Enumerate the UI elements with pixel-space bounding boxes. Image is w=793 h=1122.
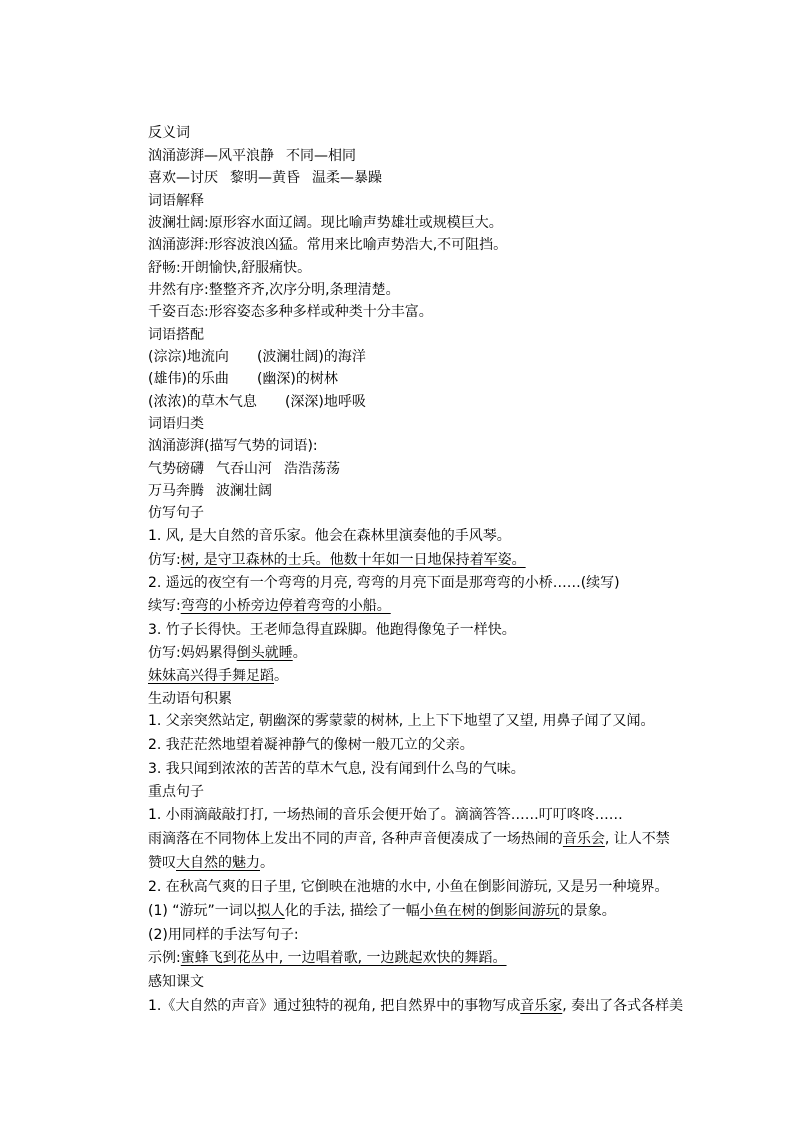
- explanation-item: 井然有序:整整齐齐,次序分明,条理清楚。: [148, 282, 400, 298]
- imitation-answer-3: [148, 644, 307, 662]
- key-example: [148, 949, 507, 967]
- underlined-answer: 树, 是守卫森林的士兵。他数十年如一日地保持着军姿。: [180, 552, 526, 568]
- key-question-2: (2)用同样的手法写句子:: [148, 927, 299, 943]
- collocation-phrase: (雄伟)的乐曲: [148, 371, 229, 387]
- imitation-answer-1: [148, 551, 526, 569]
- classification-heading: 词语归类: [148, 416, 204, 432]
- collocation-phrase: (浓浓)的草木气息: [148, 394, 257, 410]
- answer-prefix: 续写:: [148, 598, 181, 614]
- answer-prefix: 仿写:: [148, 552, 181, 568]
- collocation-row: [148, 348, 366, 366]
- antonyms-line-2: [148, 169, 382, 187]
- collocation-phrase: (深深)地呼吸: [284, 394, 366, 410]
- collocation-phrase: (幽深)的树林: [256, 371, 338, 387]
- antonyms-heading: 反义词: [148, 125, 190, 141]
- perceive-sentence-1: [148, 997, 683, 1015]
- antonym-pair: 喜欢—讨厌: [148, 170, 218, 186]
- collocations-heading: 词语搭配: [148, 327, 204, 343]
- key-sentence-2: 2. 在秋高气爽的日子里, 它倒映在池塘的水中, 小鱼在倒影间游玩, 又是另一种境界。: [148, 879, 669, 895]
- antonym-pair: 黎明—黄昏: [230, 170, 300, 186]
- analysis-text: , 让人不禁: [604, 831, 670, 847]
- classified-word: 气势磅礴: [148, 461, 204, 477]
- collocation-row: [148, 393, 366, 411]
- classification-intro: 汹涌澎湃(描写气势的词语):: [148, 438, 318, 454]
- classified-word: 波澜壮阔: [216, 483, 272, 499]
- answer-prefix: 示例:: [148, 950, 181, 966]
- antonym-pair: 温柔—暴躁: [312, 170, 382, 186]
- classification-row: [148, 482, 272, 500]
- imitation-sentence-1: 1. 风, 是大自然的音乐家。他会在森林里演奏他的手风琴。: [148, 528, 511, 544]
- question-text: 化的手法, 描绘了一幅: [284, 903, 420, 919]
- analysis-text: 赞叹: [148, 855, 176, 871]
- vivid-item: 2. 我茫茫然地望着凝神静气的像树一般兀立的父亲。: [148, 737, 474, 753]
- imitation-sentence-2: 2. 遥远的夜空有一个弯弯的月亮, 弯弯的月亮下面是那弯弯的小桥……(续写): [148, 575, 620, 591]
- underlined-answer: 大自然的魅力: [176, 855, 260, 871]
- analysis-text: 雨滴落在不同物体上发出不同的声音, 各种声音便凑成了一场热闹的: [148, 831, 563, 847]
- underlined-answer: 音乐家: [520, 998, 563, 1014]
- classification-row: [148, 460, 340, 478]
- explanation-item: 千姿百态:形容姿态多种多样或种类十分丰富。: [148, 304, 433, 320]
- punctuation: 。: [292, 645, 307, 661]
- vivid-item: 3. 我只闻到浓浓的苦苦的草木气息, 没有闻到什么鸟的气味。: [148, 761, 525, 777]
- collocation-phrase: (波澜壮阔)的海洋: [256, 349, 366, 365]
- key-sentence-1: 1. 小雨滴敲敲打打, 一场热闹的音乐会便开始了。滴滴答答……叮叮咚咚……: [148, 807, 623, 823]
- collocation-row: [148, 370, 338, 388]
- antonyms-line-1: [148, 147, 356, 165]
- question-text: (1) “游玩”一词以: [148, 903, 257, 919]
- underlined-answer: 弯弯的小桥旁边停着弯弯的小船。: [180, 598, 391, 614]
- punctuation: 。: [274, 668, 288, 684]
- underlined-answer: 倒头就睡: [236, 645, 293, 661]
- underlined-answer: 小鱼在树的倒影间游玩: [419, 903, 560, 919]
- imitation-answer-3b: [148, 667, 288, 685]
- collocation-phrase: (淙淙)地流向: [148, 349, 229, 365]
- explanation-item: 舒畅:开朗愉快,舒服痛快。: [148, 260, 312, 276]
- antonym-pair: 汹涌澎湃—风平浪静: [148, 148, 274, 164]
- classified-word: 浩浩荡荡: [284, 461, 340, 477]
- explanation-item: 波澜壮阔:原形容水面辽阔。现比喻声势雄壮或规模巨大。: [148, 215, 503, 231]
- classified-word: 万马奔腾: [148, 483, 204, 499]
- imitation-answer-2: [148, 597, 391, 615]
- classified-word: 气吞山河: [216, 461, 272, 477]
- perceive-text: , 奏出了各式各样美: [562, 998, 684, 1014]
- key-question-1: [148, 902, 616, 920]
- perceive-text: 1.《大自然的声音》通过独特的视角, 把自然界中的事物写成: [148, 998, 521, 1014]
- key-heading: 重点句子: [148, 784, 204, 800]
- perceive-heading: 感知课文: [148, 974, 204, 990]
- vivid-heading: 生动语句积累: [148, 691, 232, 707]
- question-text: 的景象。: [559, 903, 616, 919]
- antonym-pair: 不同—相同: [286, 148, 356, 164]
- imitation-heading: 仿写句子: [148, 505, 204, 521]
- key-analysis-line-1: [148, 830, 670, 848]
- punctuation: 。: [260, 855, 274, 871]
- key-analysis-line-2: [148, 854, 274, 872]
- underlined-answer: 蜜蜂飞到花丛中, 一边唱着歌, 一边跳起欢快的舞蹈。: [180, 950, 507, 966]
- underlined-answer: 拟人: [256, 903, 285, 919]
- explanation-item: 汹涌澎湃:形容波浪凶猛。常用来比喻声势浩大,不可阻挡。: [148, 237, 508, 253]
- explanations-heading: 词语解释: [148, 193, 204, 209]
- underlined-answer: 音乐会: [562, 831, 605, 847]
- answer-prefix: 仿写:妈妈累得: [148, 645, 237, 661]
- imitation-sentence-3: 3. 竹子长得快。王老师急得直跺脚。他跑得像兔子一样快。: [148, 622, 516, 638]
- underlined-answer: 妹妹高兴得手舞足蹈: [148, 668, 274, 684]
- vivid-item: 1. 父亲突然站定, 朝幽深的雾蒙蒙的树林, 上上下下地望了又望, 用鼻子闻了又闻。: [148, 713, 655, 729]
